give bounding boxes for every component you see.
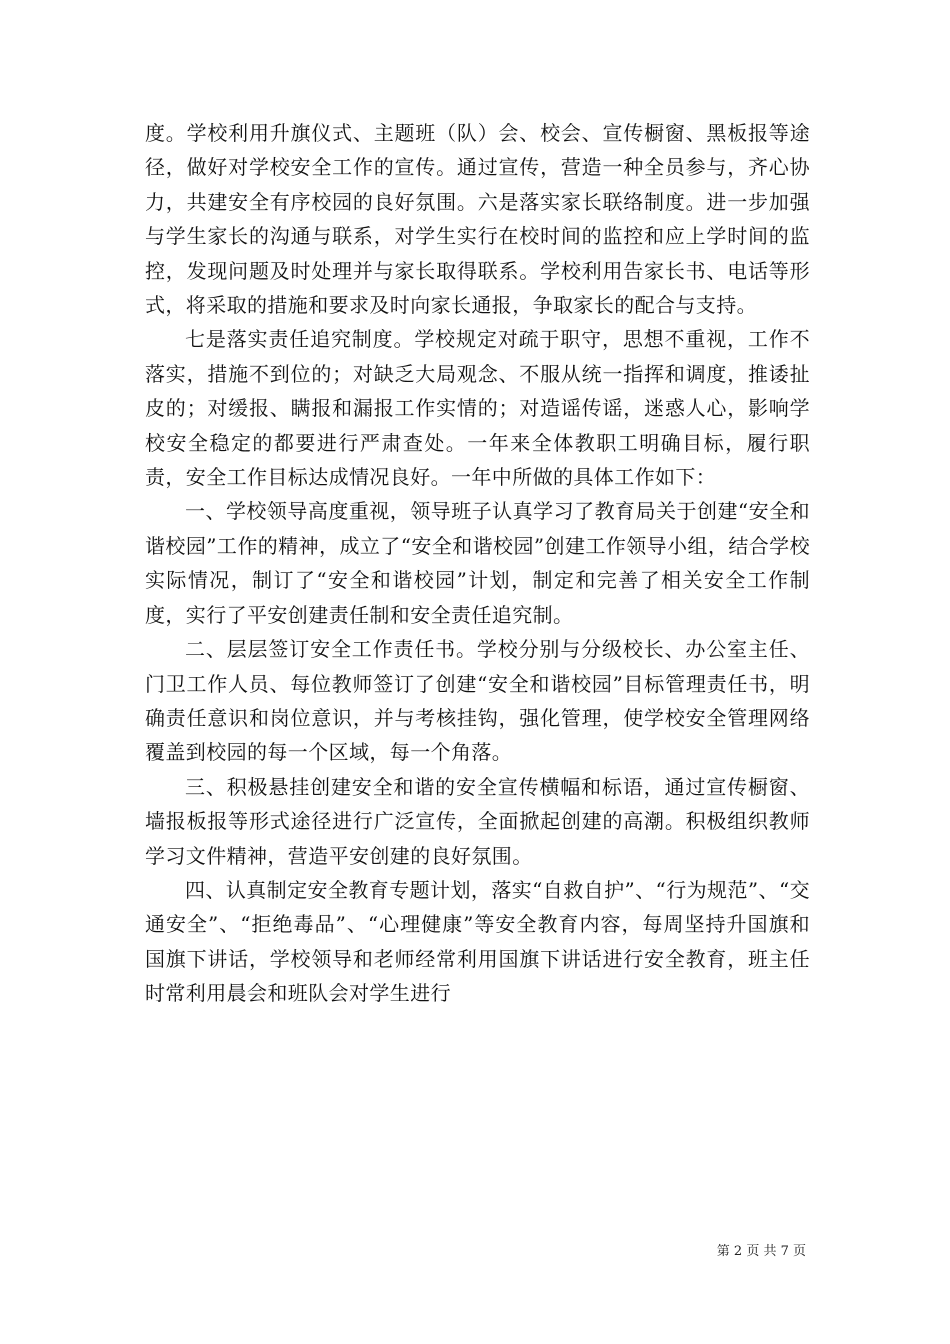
page-number-footer: 第 2 页 共 7 页 <box>716 1244 806 1259</box>
paragraph-1: 度。学校利用升旗仪式、主题班（队）会、校会、宣传橱窗、黑板报等途径，做好对学校安全工作的宣传。通过宣传，营造一种全员参与，齐心协力，共建安全有序校园的良好氛围。六是落实家长联络制度。进一步加强与学生家长的沟通与联系，对学生实行在校时间的监控和应上学时间的监控，发现问题及时处理并与家长取得联系。学校利用告家长书、电话等形式，将采取的措施和要求及时向家长通报，争取家长的配合与支持。 <box>145 121 810 318</box>
paragraph-2: 七是落实责任追究制度。学校规定对疏于职守，思想不重视，工作不落实，措施不到位的；对缺乏大局观念、不服从统一指挥和调度，推诿扯皮的；对缓报、瞒报和漏报工作实情的；对造谣传谣，迷惑人心，影响学校安全稳定的都要进行严肃查处。一年来全体教职工明确目标，履行职责，安全工作目标达成情况良好。一年中所做的具体工作如下： <box>145 327 810 490</box>
paragraph-6: 四、认真制定安全教育专题计划，落实“自救自护”、“行为规范”、“交通安全”、“拒绝毒品”、“心理健康”等安全教育内容，每周坚持升国旗和国旗下讲话，学校领导和老师经常利用国旗下讲话进行安全教育，班主任时常利用晨会和班队会对学生进行 <box>145 877 810 1006</box>
paragraph-3: 一、学校领导高度重视，领导班子认真学习了教育局关于创建“安全和谐校园”工作的精神，成立了“安全和谐校园”创建工作领导小组，结合学校实际情况，制订了“安全和谐校园”计划，制定和完善了相关安全工作制度，实行了平安创建责任制和安全责任追究制。 <box>145 499 810 627</box>
document-body <box>145 116 810 1011</box>
paragraph-4: 二、层层签订安全工作责任书。学校分别与分级校长、办公室主任、门卫工作人员、每位教师签订了创建“安全和谐校园”目标管理责任书，明确责任意识和岗位意识，并与考核挂钩，强化管理，使学校安全管理网络覆盖到校园的每一个区域，每一个角落。 <box>145 637 810 765</box>
paragraph-5: 三、积极悬挂创建安全和谐的安全宣传横幅和标语，通过宣传橱窗、墙报板报等形式途径进行广泛宣传，全面掀起创建的高潮。积极组织教师学习文件精神，营造平安创建的良好氛围。 <box>145 774 810 868</box>
